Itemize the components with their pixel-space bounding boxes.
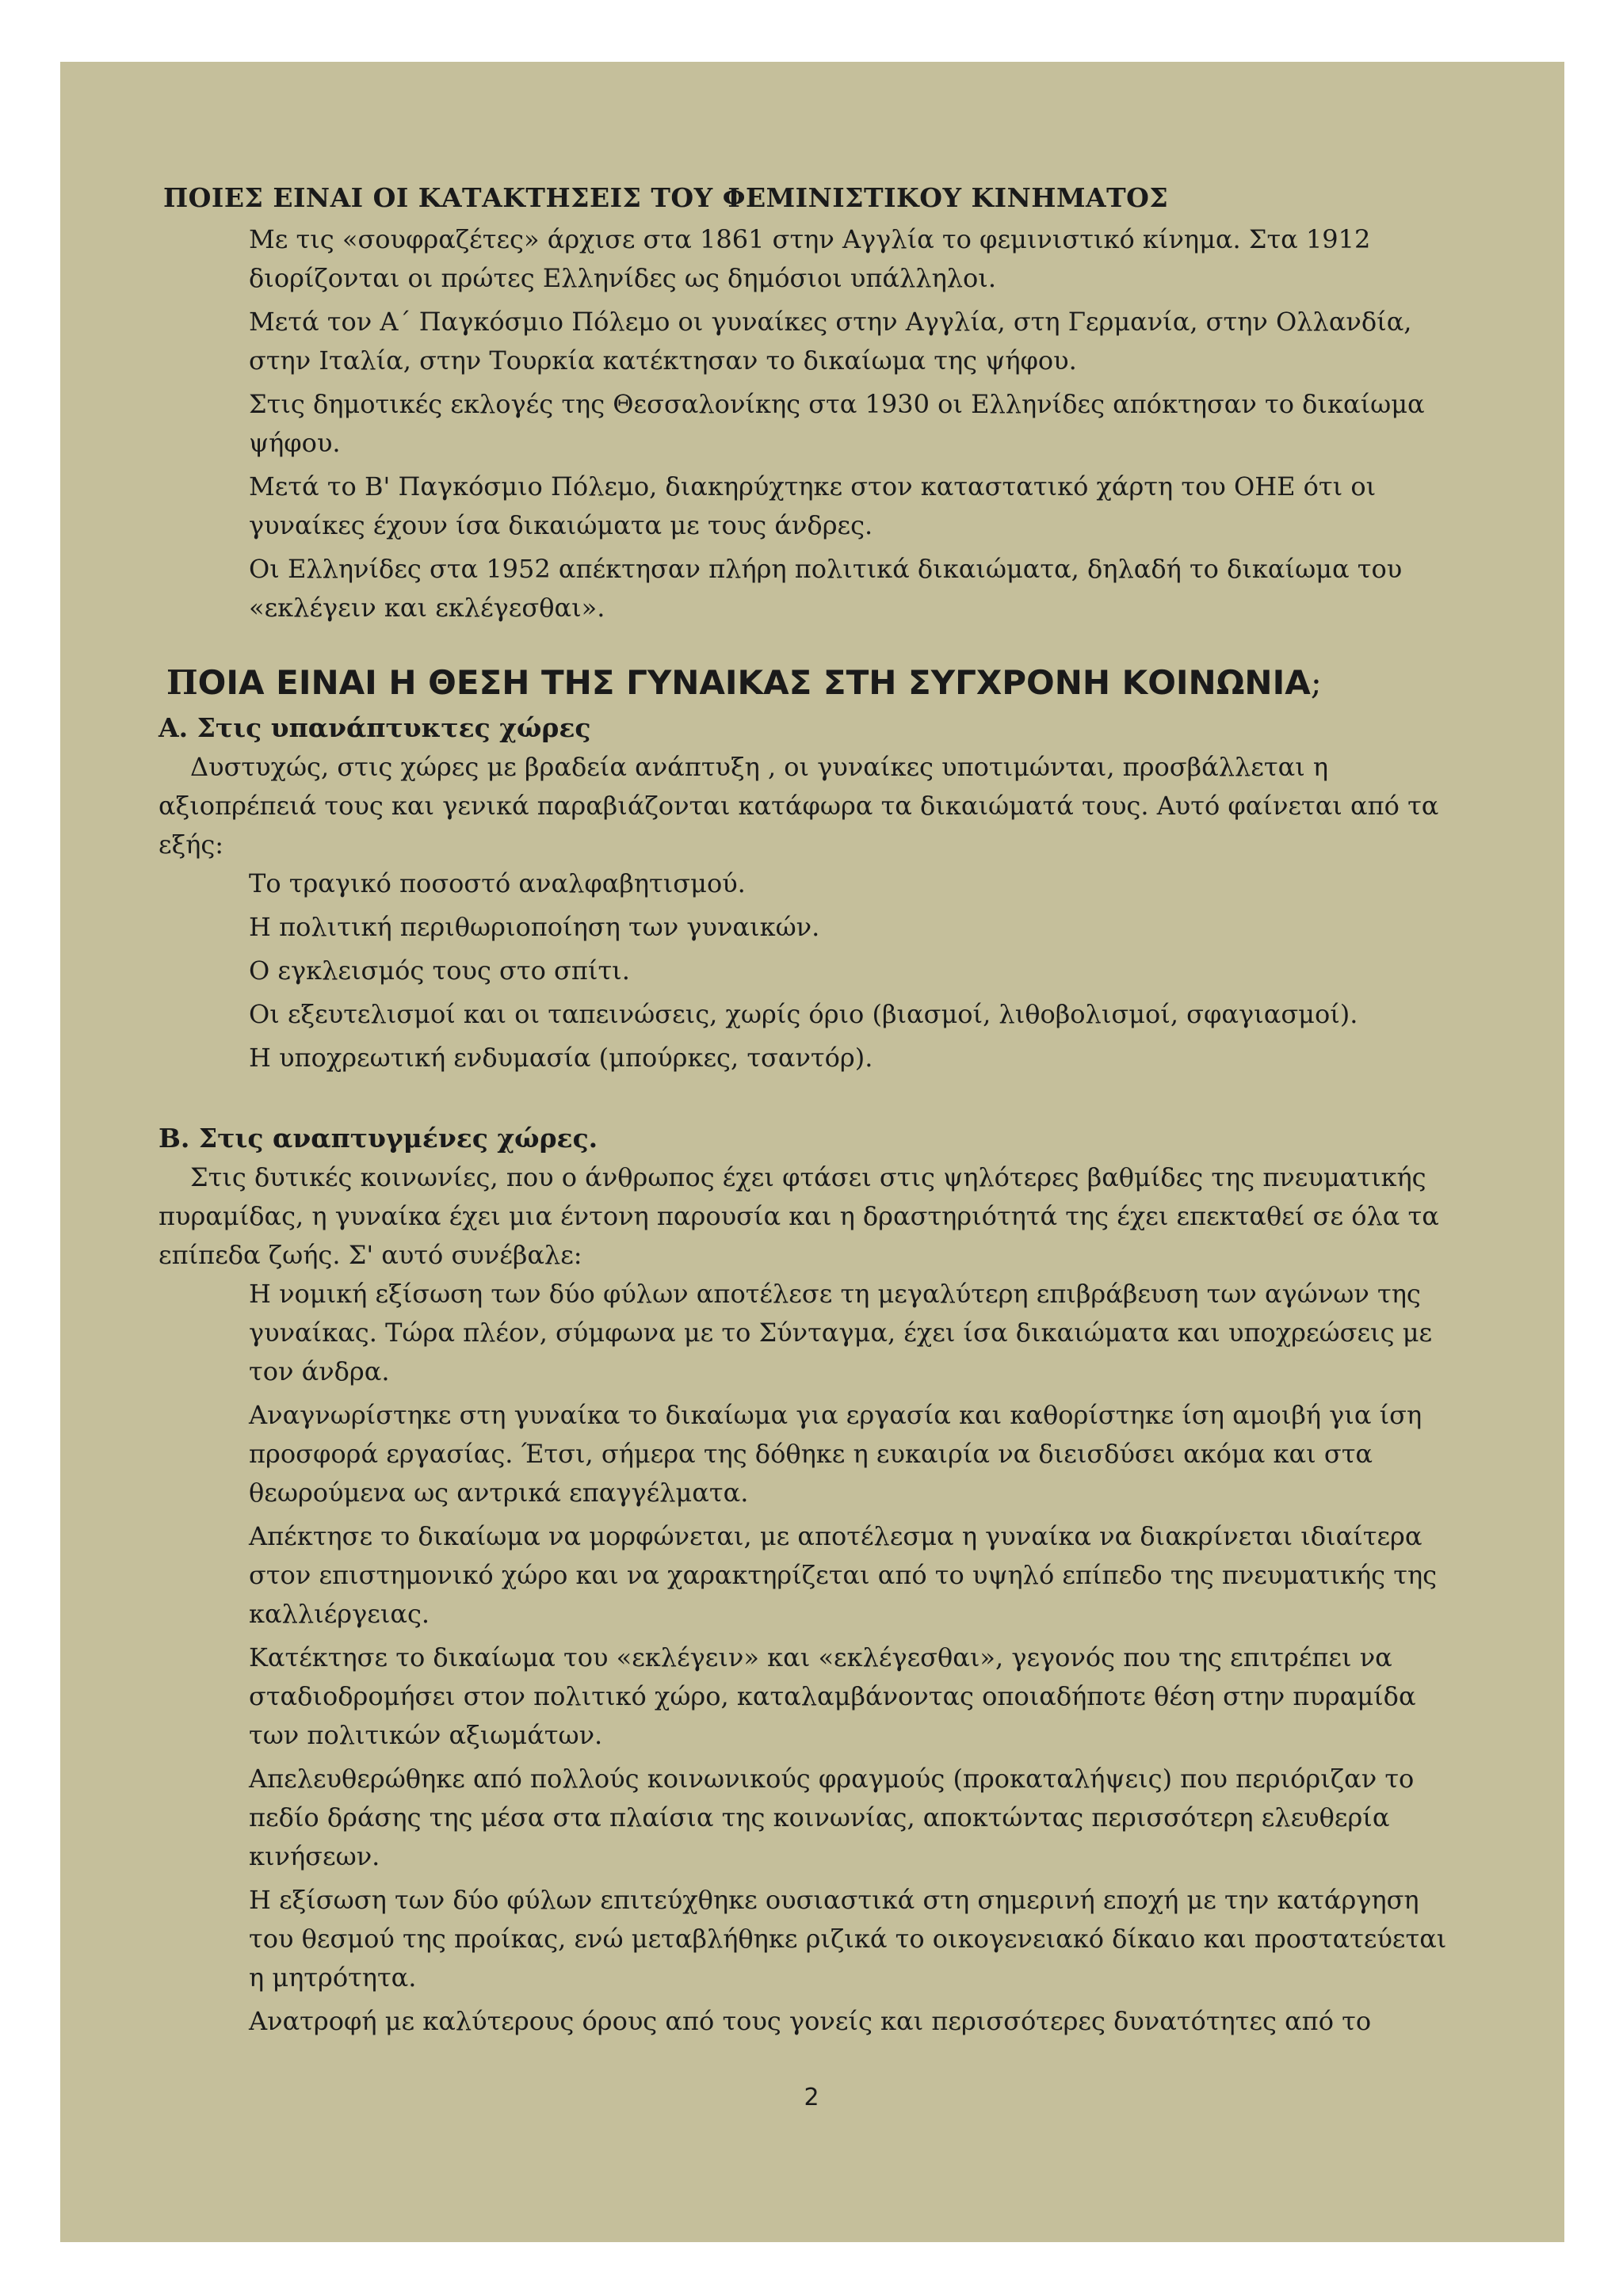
list-item: Η πολιτική περιθωριοποίηση των γυναικών. [249, 912, 820, 942]
list-item: Μετά τον Α΄ Παγκόσμιο Πόλεμο οι γυναίκες στην Αγγλία, στη Γερμανία, στην Ολλανδία, στην Ιταλία, στην Τουρκία κατέκτησαν το δικαίωμα της ψήφου. [249, 307, 1412, 376]
list-item: Απελευθερώθηκε από πολλούς κοινωνικούς φραγμούς (προκαταλήψεις) που περιόριζαν το πεδίο δράσης της μέσα στα πλαίσια της κοινωνίας, αποκτώντας περισσότερη ελευθερία κινήσεων. [249, 1764, 1415, 1871]
list-item: Κατέκτησε το δικαίωμα του «εκλέγειν» και «εκλέγεσθαι», γεγονός που της επιτρέπει να σταδιοδρομήσει στον πολιτικό χώρο, καταλαμβάνοντας οποιαδήποτε θέση στην πυραμίδα των πολιτικών αξιωμάτων. [249, 1642, 1416, 1750]
subsection-b-paragraph: Στις δυτικές κοινωνίες, που ο άνθρωπος έχει φτάσει στις ψηλότερες βαθμίδες της πνευματικής πυραμίδας, η γυναίκα έχει μια έντονη παρουσία και η δραστηριότητά της έχει επεκταθεί σε όλα τα επίπεδα ζωής. Σ' αυτό συνέβαλε: [158, 1162, 1439, 1270]
list-item: Η υποχρεωτική ενδυμασία (μπούρκες, τσαντόρ). [249, 1043, 873, 1073]
section-1-title: ΠΟΙΕΣ ΕΙΝΑΙ ΟΙ ΚΑΤΑΚΤΗΣΕΙΣ ΤΟΥ ΦΕΜΙΝΙΣΤΙΚΟΥ ΚΙΝΗΜΑΤΟΣ [163, 182, 1169, 213]
list-item: Ανατροφή με καλύτερους όρους από τους γονείς και περισσότερες δυνατότητες από το [249, 2006, 1372, 2036]
list-item: Η εξίσωση των δύο φύλων επιτεύχθηκε ουσιαστικά στη σημερινή εποχή με την κατάργηση του θεσμού της προίκας, ενώ μεταβλήθηκε ριζικά το οικογενειακό δίκαιο και προστατεύεται η μητρότητα. [249, 1885, 1447, 1993]
section-1-bullet-list [158, 220, 1466, 627]
subsection-b-bullet-list [158, 1275, 1466, 2041]
list-item: Το τραγικό ποσοστό αναλφαβητισμού. [249, 868, 746, 898]
list-item: Απέκτησε το δικαίωμα να μορφώνεται, με αποτέλεσμα η γυναίκα να διακρίνεται ιδιαίτερα στον επιστημονικό χώρο και να χαρακτηρίζεται από το υψηλό επίπεδο της πνευματικής της καλλιέργειας. [249, 1521, 1438, 1629]
subsection-b-title: Β. Στις αναπτυγμένες χώρες. [158, 1123, 598, 1154]
list-item: Με τις «σουφραζέτες» άρχισε στα 1861 στην Αγγλία το φεμινιστικό κίνημα. Στα 1912 διορίζονται οι πρώτες Ελληνίδες ως δημόσιοι υπάλληλοι. [249, 224, 1371, 293]
page-number: 2 [804, 2084, 819, 2111]
list-item: Στις δημοτικές εκλογές της Θεσσαλονίκης στα 1930 οι Ελληνίδες απόκτησαν το δικαίωμα ψήφου. [249, 389, 1425, 458]
subsection-a-bullet-list [158, 864, 1466, 1077]
list-item: Ο εγκλεισμός τους στο σπίτι. [249, 955, 630, 986]
section-2-title: ΠΟΙΑ ΕΙΝΑΙ Η ΘΕΣΗ ΤΗΣ ΓΥΝΑΙΚΑΣ ΣΤΗ ΣΥΓΧΡΟΝΗ ΚΟΙΝΩΝΙΑ; [166, 663, 1322, 702]
subsection-a-paragraph: Δυστυχώς, στις χώρες με βραδεία ανάπτυξη , οι γυναίκες υποτιμώνται, προσβάλλεται η αξιοπρέπειά τους και γενικά παραβιάζονται κατάφωρα τα δικαιώματά τους. Αυτό φαίνεται από τα εξής: [158, 752, 1439, 860]
list-item: Αναγνωρίστηκε στη γυναίκα το δικαίωμα για εργασία και καθορίστηκε ίση αμοιβή για ίση προσφορά εργασίας. Έτσι, σήμερα της δόθηκε η ευκαιρία να διεισδύσει ακόμα και στα θεωρούμενα ως αντρικά επαγγέλματα. [249, 1400, 1423, 1508]
list-item: Οι Ελληνίδες στα 1952 απέκτησαν πλήρη πολιτικά δικαιώματα, δηλαδή το δικαίωμα του «εκλέγειν και εκλέγεσθαι». [249, 554, 1403, 623]
list-item: Μετά το Β' Παγκόσμιο Πόλεμο, διακηρύχτηκε στον καταστατικό χάρτη του ΟΗΕ ότι οι γυναίκες έχουν ίσα δικαιώματα με τους άνδρες. [249, 471, 1377, 540]
subsection-a-title: Α. Στις υπανάπτυκτες χώρες [158, 712, 591, 743]
document-content [158, 181, 1466, 2046]
list-item: Οι εξευτελισμοί και οι ταπεινώσεις, χωρίς όριο (βιασμοί, λιθοβολισμοί, σφαγιασμοί). [249, 999, 1358, 1029]
spacer [158, 1082, 1466, 1117]
list-item: Η νομική εξίσωση των δύο φύλων αποτέλεσε τη μεγαλύτερη επιβράβευση των αγώνων της γυναίκας. Τώρα πλέον, σύμφωνα με το Σύνταγμα, έχει ίσα δικαιώματα και υποχρεώσεις με τον άνδρα. [249, 1279, 1433, 1386]
